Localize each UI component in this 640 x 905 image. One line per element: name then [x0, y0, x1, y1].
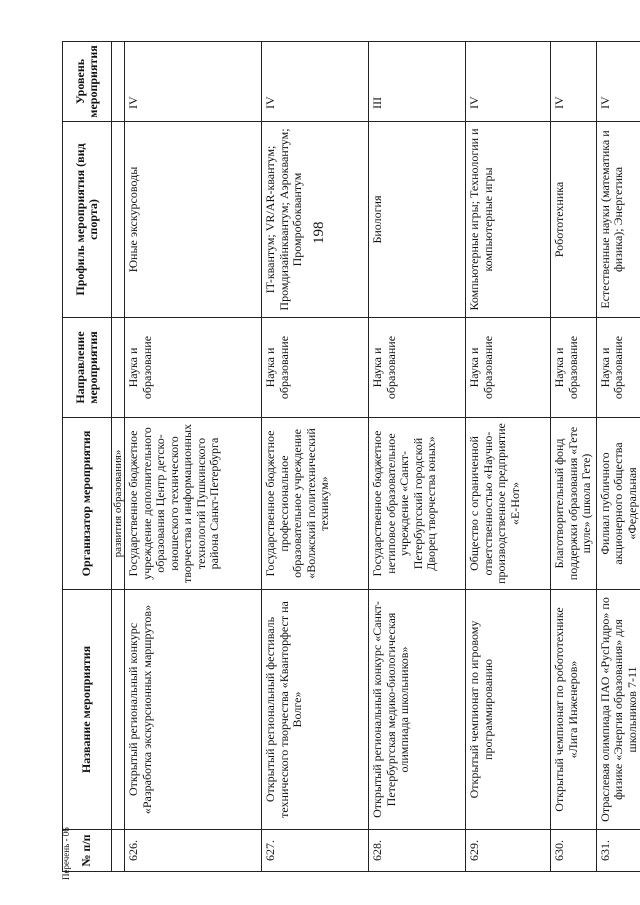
- footer-label: Перечень - 06: [61, 827, 71, 880]
- row-direction: Наука и образование: [596, 318, 640, 418]
- row-profile: Биология: [369, 122, 466, 318]
- header-organizer: Организатор мероприятия: [63, 418, 112, 590]
- row-direction: Наука и образование: [262, 318, 369, 418]
- continuation-text: развития образования»: [112, 418, 125, 590]
- row-organizer: Благотворительный фонд поддержки образования «Гете шуле» (школа Гете): [551, 418, 596, 590]
- row-profile: Робототехника: [551, 122, 596, 318]
- row-profile: Компьютерные игры; Технологии и компьютерные игры: [466, 122, 551, 318]
- events-table: [62, 41, 640, 872]
- row-num: 627.: [262, 830, 369, 872]
- row-level: IV: [125, 42, 262, 122]
- row-organizer: Общество с ограниченной ответственностью «Научно-производственное предприятие «Е-Нот»: [466, 418, 551, 590]
- header-direction: Направление мероприятия: [63, 318, 112, 418]
- row-profile: Естественные науки (математика и физика); Энергетика: [596, 122, 640, 318]
- table-row: [125, 42, 262, 872]
- row-num: 631.: [596, 830, 640, 872]
- row-name: Открытый региональный фестиваль технического творчества «Кванторфест на Волге»: [262, 590, 369, 830]
- row-num: 630.: [551, 830, 596, 872]
- header-name: Название мероприятия: [63, 590, 112, 830]
- row-direction: Наука и образование: [125, 318, 262, 418]
- row-name: Открытый чемпионат по робототехнике «Лига Инженеров»: [551, 590, 596, 830]
- row-profile: Юные экскурсоводы: [125, 122, 262, 318]
- header-row: [63, 42, 112, 872]
- row-organizer: Государственное бюджетное профессиональное образовательное учреждение «Волжский политехнический техникум»: [262, 418, 369, 590]
- row-level: IV: [466, 42, 551, 122]
- row-level: IV: [262, 42, 369, 122]
- row-name: Отраслевая олимпиада ПАО «РусГидро» по физике «Энергия образования» для школьников 7-11: [596, 590, 640, 830]
- table-row: [369, 42, 466, 872]
- row-level: IV: [551, 42, 596, 122]
- row-num: 626.: [125, 830, 262, 872]
- row-name: Открытый региональный конкурс «Санкт-Петербургская медико-биологическая олимпиада школьников»: [369, 590, 466, 830]
- row-organizer: Государственное бюджетное нетиповое образовательное учреждение «Санкт-Петербургский городской Дворец творчества юных»: [369, 418, 466, 590]
- row-direction: Наука и образование: [369, 318, 466, 418]
- row-level: IV: [596, 42, 640, 122]
- rotated-table-container: [62, 42, 639, 872]
- row-organizer: Государственное бюджетное учреждение дополнительного образования Центр детско-юношеского технического творчества и информационных технологий Пушкинского района Санкт-Петербурга: [125, 418, 262, 590]
- page-number: 198: [311, 221, 327, 244]
- row-name: Открытый чемпионат по игровому программированию: [466, 590, 551, 830]
- row-num: 628.: [369, 830, 466, 872]
- row-organizer: Филиал публичного акционерного общества «Федеральная: [596, 418, 640, 590]
- table-row: [596, 42, 640, 872]
- row-level: III: [369, 42, 466, 122]
- row-direction: Наука и образование: [551, 318, 596, 418]
- table-row: [551, 42, 596, 872]
- row-name: Открытый региональный конкурс «Разработка экскурсионных маршрутов»: [125, 590, 262, 830]
- row-num: 629.: [466, 830, 551, 872]
- table-row: [466, 42, 551, 872]
- header-num: № п/п: [63, 830, 112, 872]
- header-profile: Профиль мероприятия (вид спорта): [63, 122, 112, 318]
- header-level: Уровень мероприятия: [63, 42, 112, 122]
- row-profile: IT-квантум; VR/AR-квантум; Промдизайнквантум; Аэроквантум; Промробоквантум: [262, 122, 369, 318]
- table-row: [262, 42, 369, 872]
- row-direction: Наука и образование: [466, 318, 551, 418]
- continuation-row: [112, 42, 125, 872]
